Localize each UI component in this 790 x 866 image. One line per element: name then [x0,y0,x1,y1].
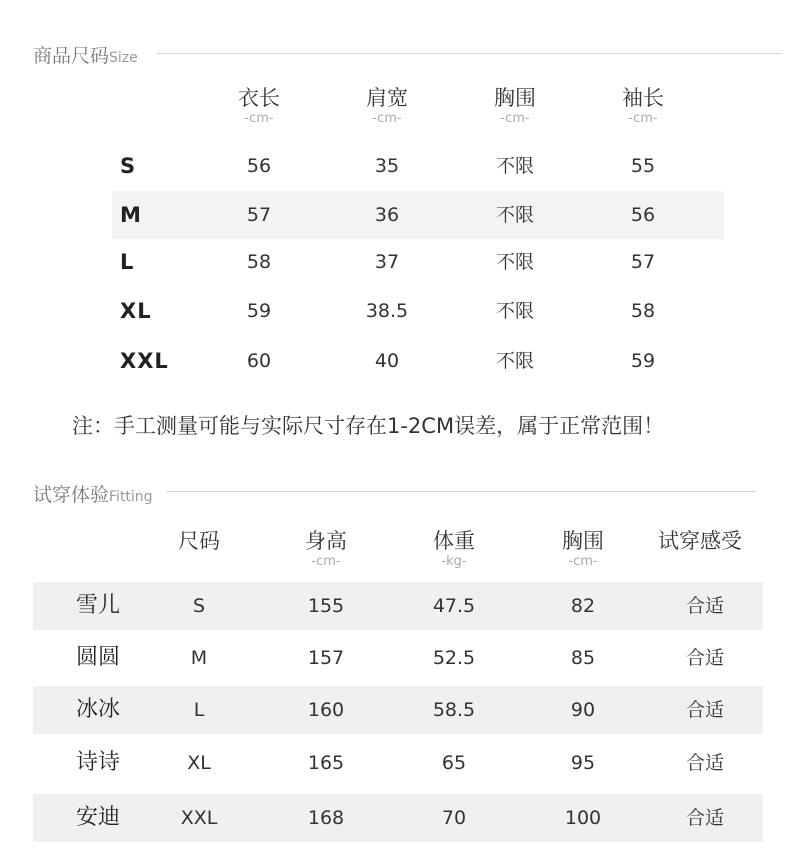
fitting-cell: 合适 [685,647,725,669]
size-row-l [112,238,724,286]
fitting-cell: 165 [307,752,345,774]
size-row-m [112,191,724,239]
size-cell: 35 [374,155,400,177]
fitting-cell: 82 [570,595,596,617]
size-header-chest: 胸围 -cm- [494,86,536,126]
size-row-s [112,142,724,190]
size-section-title [33,41,138,68]
size-header-shoulder: 肩宽 -cm- [366,86,408,126]
size-cell: 55 [630,155,656,177]
size-cell: 不限 [495,204,535,226]
fitting-cell: 合适 [685,699,725,721]
fitting-cell: 157 [307,647,345,669]
fitting-row-5 [33,794,763,842]
size-cell: 38.5 [365,300,409,322]
fitting-header-chest: 胸围 -cm- [562,529,604,569]
size-cell: 59 [246,300,272,322]
fitting-row-3 [33,686,763,734]
fitting-header-size: 尺码 [178,529,220,553]
fitting-cell: 合适 [685,752,725,774]
fitting-cell: M [190,647,208,669]
model-name: 圆圆 [75,645,121,670]
fitting-cell: 52.5 [432,647,476,669]
fitting-cell: 合适 [685,807,725,829]
size-cell: 不限 [495,300,535,322]
size-header-length: 衣长 -cm- [238,86,280,126]
size-cell: 40 [374,350,400,372]
fitting-cell: 100 [564,807,602,829]
size-label: XXL [120,349,169,373]
fitting-row-1 [33,582,763,630]
fitting-section-title [33,480,153,507]
fitting-cell: 90 [570,699,596,721]
size-cell: 58 [246,251,272,273]
fitting-cell: 168 [307,807,345,829]
size-label: M [120,203,142,227]
fitting-header-weight: 体重 -kg- [433,529,475,569]
fitting-cell: 合适 [685,595,725,617]
model-name: 诗诗 [75,750,121,775]
fitting-header-height: 身高 -cm- [305,529,347,569]
fitting-cell: 47.5 [432,595,476,617]
fitting-cell: 95 [570,752,596,774]
size-cell: 57 [246,204,272,226]
measurement-note: 注：手工测量可能与实际尺寸存在1-2CM误差，属于正常范围！ [72,414,665,438]
model-name: 安迪 [75,805,121,830]
size-cell: 36 [374,204,400,226]
fitting-cell: 85 [570,647,596,669]
size-cell: 不限 [495,350,535,372]
fitting-cell: 155 [307,595,345,617]
size-row-xxl [112,337,724,385]
size-section-title-en: Size [109,50,138,66]
size-cell: 60 [246,350,272,372]
fitting-section-title-en: Fitting [109,489,153,505]
fitting-cell: S [192,595,206,617]
size-section-divider [157,53,782,54]
size-cell: 57 [630,251,656,273]
fitting-section-divider [166,491,756,492]
size-label: S [120,154,137,178]
size-cell: 56 [246,155,272,177]
size-label: L [120,250,135,274]
fitting-header-feel: 试穿感受 [658,529,742,553]
size-cell: 不限 [495,251,535,273]
fitting-row-2 [33,634,763,682]
fitting-section-title-cn: 试穿体验 [33,484,110,506]
size-cell: 不限 [495,155,535,177]
fitting-cell: XXL [180,807,218,829]
fitting-cell: 65 [441,752,467,774]
model-name: 雪儿 [75,593,121,618]
size-section-title-cn: 商品尺码 [33,45,110,67]
model-name: 冰冰 [75,697,121,722]
fitting-cell: 58.5 [432,699,476,721]
size-cell: 56 [630,204,656,226]
fitting-cell: L [193,699,205,721]
size-header-sleeve: 袖长 -cm- [622,86,664,126]
size-cell: 58 [630,300,656,322]
fitting-cell: 160 [307,699,345,721]
size-row-xl [112,287,724,335]
size-cell: 59 [630,350,656,372]
size-label: XL [120,299,152,323]
fitting-row-4 [33,739,763,787]
size-cell: 37 [374,251,400,273]
fitting-cell: 70 [441,807,467,829]
fitting-cell: XL [187,752,211,774]
